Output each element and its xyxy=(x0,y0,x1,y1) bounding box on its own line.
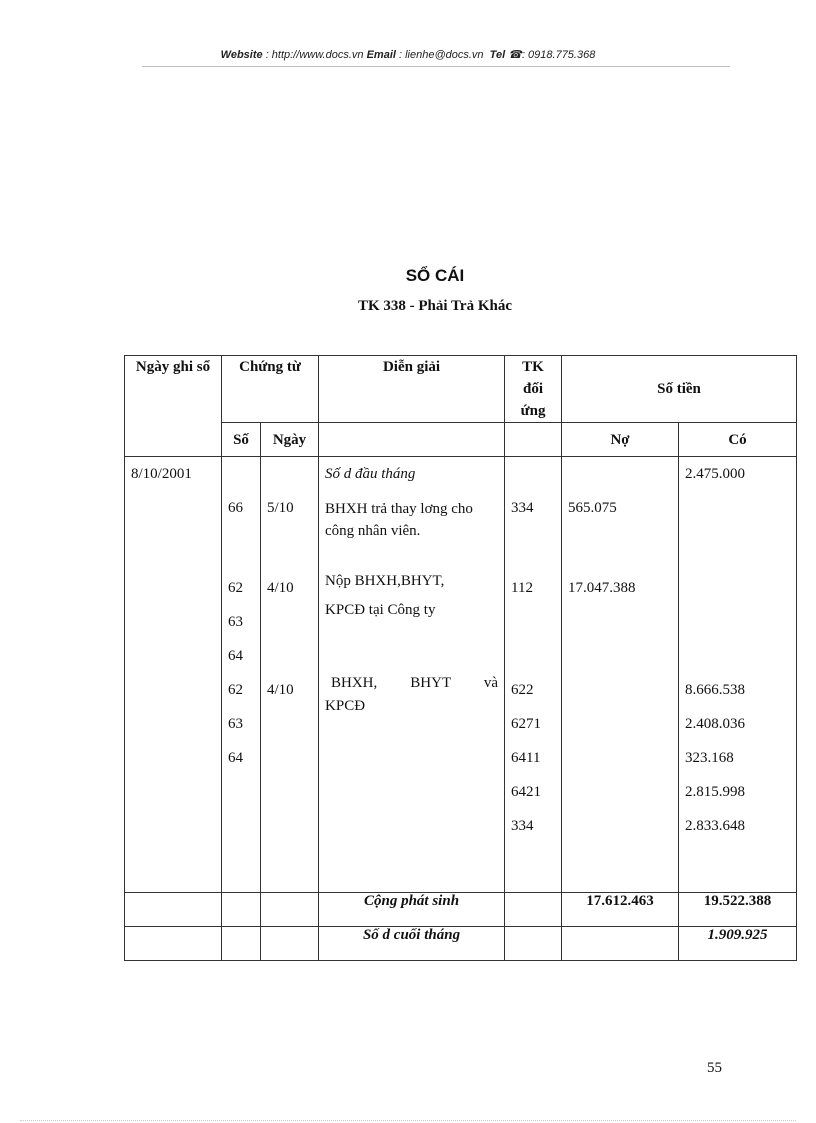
email-address[interactable]: : lienhe@docs.vn xyxy=(399,49,484,61)
header-voucher-no: Số xyxy=(222,423,261,457)
record-date: 8/10/2001 xyxy=(131,466,192,482)
page-subtitle: TK 338 - Phải Trả Khác xyxy=(357,298,513,314)
phone-icon: ☎ xyxy=(508,49,522,61)
tel-number: : 0918.775.368 xyxy=(521,49,596,61)
header-voucher-date: Ngày xyxy=(261,423,319,457)
entry2-date: 4/10 xyxy=(267,580,294,596)
entry1-account: 334 xyxy=(511,500,534,516)
entry1-description: BHXH trả thay lơng cho công nhân viên. xyxy=(325,501,473,539)
entry1-no: 66 xyxy=(228,500,243,516)
entry3-credit: 2.408.036 xyxy=(685,716,746,732)
header-debit: Nợ xyxy=(562,423,679,457)
entry3-account: 6271 xyxy=(511,716,542,732)
entry3-account: 6411 xyxy=(511,750,541,766)
total-debit: 17.612.463 xyxy=(562,893,679,927)
col-credit xyxy=(679,457,797,893)
entry2-debit: 17.047.388 xyxy=(568,580,636,596)
website-label: Website xyxy=(220,49,263,61)
entry3-account: 334 xyxy=(511,818,534,834)
entry3-credit: 8.666.538 xyxy=(685,682,746,698)
entry3-date: 4/10 xyxy=(267,682,294,698)
header-voucher: Chứng từ xyxy=(222,356,319,423)
closing-row xyxy=(125,927,797,961)
col-account xyxy=(505,457,562,893)
entry1-date: 5/10 xyxy=(267,500,294,516)
header-credit: Có xyxy=(679,423,797,457)
entry2-no: 62 xyxy=(228,580,243,596)
col-description xyxy=(319,457,505,893)
entry3-no: 63 xyxy=(228,716,243,732)
entry3-account: 622 xyxy=(511,682,534,698)
page-number: 55 xyxy=(707,1060,722,1076)
entry1-debit: 565.075 xyxy=(568,500,617,516)
col-debit xyxy=(562,457,679,893)
email-label: Email xyxy=(366,49,396,61)
entry3-credit: 2.833.648 xyxy=(685,818,746,834)
header-account: TK đối ứng xyxy=(505,356,562,423)
page-title: SỔ CÁI xyxy=(405,266,465,285)
total-credit: 19.522.388 xyxy=(679,893,797,927)
header-amount: Số tiền xyxy=(562,356,797,423)
entry3-description-line2: KPCĐ xyxy=(325,698,366,714)
opening-description: Số d đầu tháng xyxy=(325,466,416,482)
header-description: Diễn giải xyxy=(319,356,505,423)
entry2-description-line1: Nộp BHXH,BHYT, xyxy=(325,573,445,589)
header-empty xyxy=(319,423,505,457)
header-empty xyxy=(505,423,562,457)
footer-divider xyxy=(20,1120,796,1121)
col-date xyxy=(125,457,222,893)
entry3-account: 6421 xyxy=(511,784,542,800)
entry3-credit: 323.168 xyxy=(685,750,734,766)
entry2-no: 63 xyxy=(228,614,243,630)
total-row xyxy=(125,893,797,927)
closing-label: Số d cuối tháng xyxy=(319,927,505,961)
opening-credit: 2.475.000 xyxy=(685,466,746,482)
header-divider xyxy=(142,66,730,67)
ledger-table xyxy=(124,355,797,961)
entry2-account: 112 xyxy=(511,580,533,596)
page-header xyxy=(0,48,816,61)
entry2-description-line2: KPCĐ tại Công ty xyxy=(325,602,436,618)
header-date: Ngày ghi sổ xyxy=(125,356,222,457)
entry3-no: 62 xyxy=(228,682,243,698)
closing-credit: 1.909.925 xyxy=(679,927,797,961)
col-voucher-date xyxy=(261,457,319,893)
entry3-credit: 2.815.998 xyxy=(685,784,746,800)
col-voucher-no xyxy=(222,457,261,893)
total-label: Cộng phát sinh xyxy=(319,893,505,927)
entry3-description-line1: BHXH, BHYT và xyxy=(331,675,499,691)
entry3-no: 64 xyxy=(228,750,243,766)
tel-label: Tel xyxy=(489,49,506,61)
entry2-no: 64 xyxy=(228,648,243,664)
website-url[interactable]: : http://www.docs.vn xyxy=(265,49,364,61)
